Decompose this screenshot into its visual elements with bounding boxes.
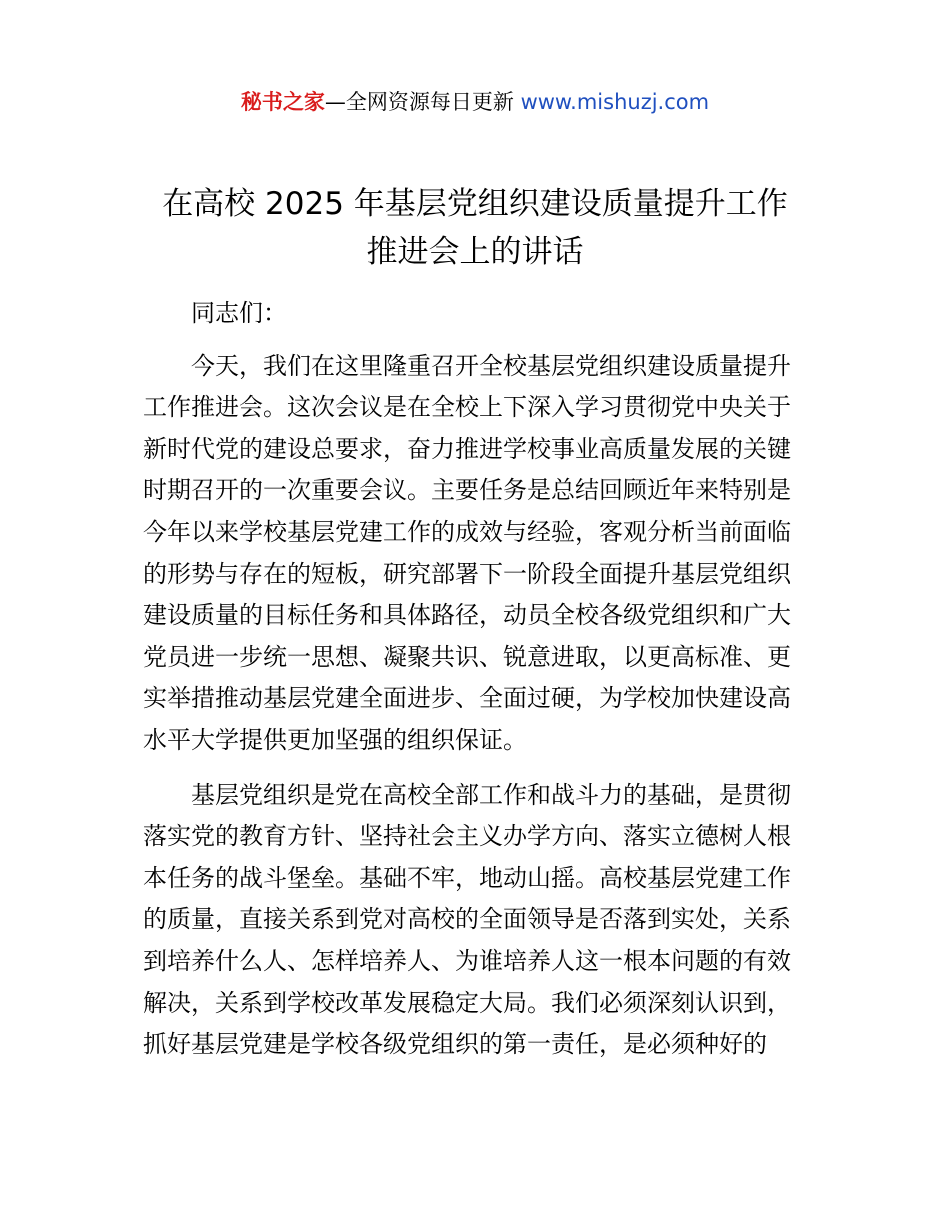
text-line: 的形势与存在的短板，研究部署下一阶段全面提升基层党组织 bbox=[143, 559, 791, 588]
text-line: 落实党的教育方针、坚持社会主义办学方向、落实立德树人根 bbox=[143, 822, 791, 851]
text-line: 新时代党的建设总要求，奋力推进学校事业高质量发展的关键 bbox=[143, 434, 791, 463]
title-line-2: 推进会上的讲话 bbox=[366, 234, 584, 270]
site-url: www.mishuzj.com bbox=[520, 90, 710, 114]
text-line: 抓好基层党建是学校各级党组织的第一责任，是必须种好的 bbox=[143, 1030, 767, 1059]
site-slogan: —全网资源每日更新 bbox=[324, 90, 521, 114]
text-line: 的质量，直接关系到党对高校的全面领导是否落到实处，关系 bbox=[143, 905, 791, 934]
site-brand: 秘书之家 bbox=[240, 90, 325, 114]
text-line: 基层党组织是党在高校全部工作和战斗力的基础，是贯彻 bbox=[191, 780, 791, 809]
paragraph-2 bbox=[143, 775, 811, 1066]
document-body bbox=[143, 293, 811, 1066]
site-header bbox=[0, 84, 950, 120]
text-line: 时期召开的一次重要会议。主要任务是总结回顾近年来特别是 bbox=[143, 476, 791, 505]
document-title bbox=[140, 180, 810, 276]
text-line: 党员进一步统一思想、凝聚共识、锐意进取，以更高标准、更 bbox=[143, 642, 791, 671]
paragraph-1 bbox=[143, 346, 811, 762]
text-line: 今天，我们在这里隆重召开全校基层党组织建设质量提升 bbox=[191, 351, 791, 380]
text-line: 今年以来学校基层党建工作的成效与经验，客观分析当前面临 bbox=[143, 517, 791, 546]
text-line: 本任务的战斗堡垒。基础不牢，地动山摇。高校基层党建工作 bbox=[143, 863, 791, 892]
text-line: 建设质量的目标任务和具体路径，动员全校各级党组织和广大 bbox=[143, 601, 791, 630]
text-line: 到培养什么人、怎样培养人、为谁培养人这一根本问题的有效 bbox=[143, 946, 791, 975]
text-line: 水平大学提供更加坚强的组织保证。 bbox=[143, 725, 527, 754]
text-line: 实举措推动基层党建全面进步、全面过硬，为学校加快建设高 bbox=[143, 684, 791, 713]
salutation: 同志们： bbox=[191, 299, 287, 327]
text-line: 工作推进会。这次会议是在全校上下深入学习贯彻党中央关于 bbox=[143, 393, 791, 422]
text-line: 解决，关系到学校改革发展稳定大局。我们必须深刻认识到， bbox=[143, 988, 791, 1017]
title-line-1: 在高校 2025 年基层党组织建设质量提升工作 bbox=[162, 186, 788, 222]
